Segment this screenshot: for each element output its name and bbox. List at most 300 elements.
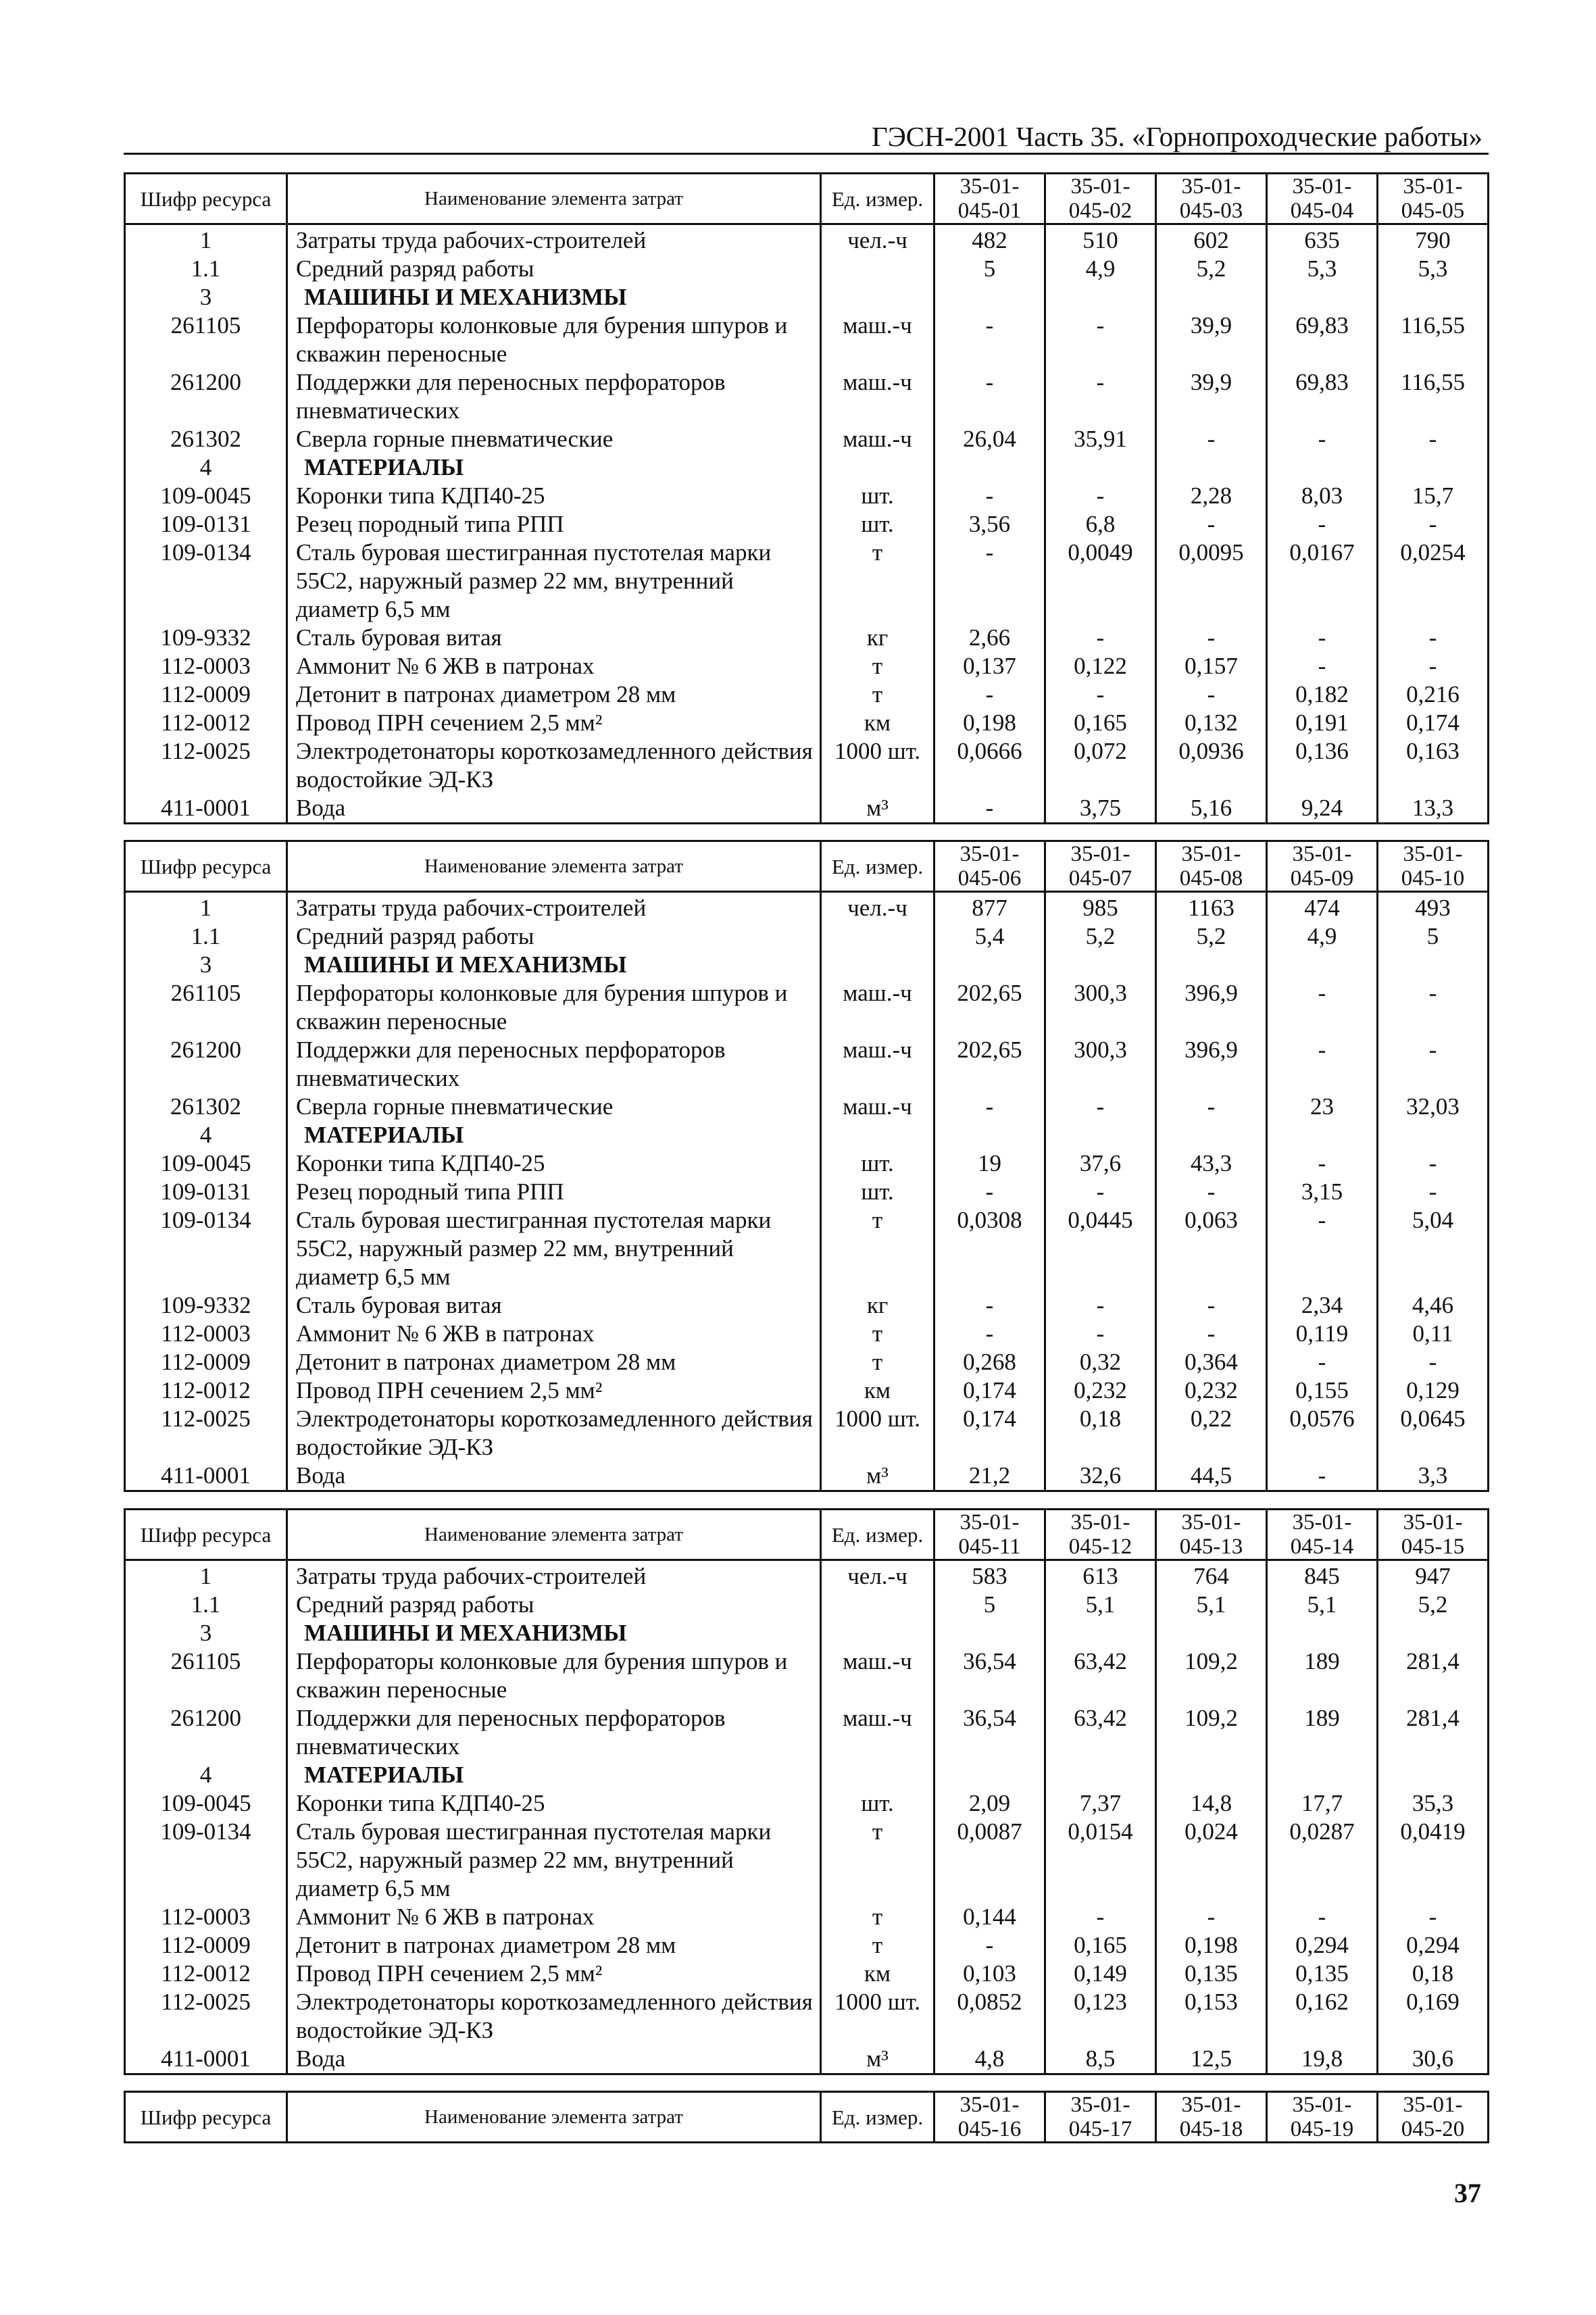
value-cell bbox=[934, 1121, 1045, 1149]
value-cell: 0,174 bbox=[934, 1405, 1045, 1462]
table-header-row bbox=[125, 1510, 1489, 1560]
value-cell: 39,9 bbox=[1156, 312, 1267, 368]
cost-element-name-cell: Средний разряд работы bbox=[287, 255, 821, 283]
value-cell bbox=[934, 1761, 1045, 1789]
value-cell: 0,0254 bbox=[1378, 539, 1489, 624]
value-cell: 36,54 bbox=[934, 1704, 1045, 1761]
value-cell bbox=[1156, 1761, 1267, 1789]
resource-code-cell: 1.1 bbox=[125, 255, 287, 283]
value-cell: 0,0645 bbox=[1378, 1405, 1489, 1462]
value-cell: 845 bbox=[1267, 1560, 1378, 1591]
value-cell: 0,198 bbox=[934, 709, 1045, 737]
unit-cell: 1000 шт. bbox=[821, 1405, 934, 1462]
value-cell: - bbox=[1267, 510, 1378, 539]
value-cell: 36,54 bbox=[934, 1647, 1045, 1704]
value-cell: 0,0852 bbox=[934, 1988, 1045, 2045]
header-norm-code bbox=[1045, 841, 1156, 892]
value-cell: 5 bbox=[934, 1591, 1045, 1619]
norm-code-line-1: 35-01- bbox=[1292, 842, 1352, 866]
cost-element-name-cell: МАШИНЫ И МЕХАНИЗМЫ bbox=[287, 283, 821, 312]
value-cell: 0,024 bbox=[1156, 1818, 1267, 1903]
norm-code-line-1: 35-01- bbox=[1403, 1510, 1463, 1535]
value-cell bbox=[1156, 1121, 1267, 1149]
cost-element-name-cell: Провод ПРН сечением 2,5 мм² bbox=[287, 1376, 821, 1405]
value-cell: 0,364 bbox=[1156, 1348, 1267, 1376]
value-cell: 493 bbox=[1378, 892, 1489, 923]
unit-cell bbox=[821, 283, 934, 312]
table-row bbox=[125, 539, 1489, 624]
value-cell: 5,2 bbox=[1378, 1591, 1489, 1619]
value-cell: 15,7 bbox=[1378, 482, 1489, 510]
norm-code-line-1: 35-01- bbox=[959, 1510, 1020, 1535]
resource-code-cell: 109-0045 bbox=[125, 1789, 287, 1818]
value-cell bbox=[1378, 1121, 1489, 1149]
table-row bbox=[125, 1560, 1489, 1591]
value-cell: 5,1 bbox=[1267, 1591, 1378, 1619]
value-cell: 0,18 bbox=[1045, 1405, 1156, 1462]
value-cell: - bbox=[1378, 1348, 1489, 1376]
header-resource-code: Шифр ресурса bbox=[125, 2092, 287, 2143]
value-cell: 0,155 bbox=[1267, 1376, 1378, 1405]
norm-code-line-2: 045-14 bbox=[1290, 1535, 1354, 1559]
table-row bbox=[125, 1960, 1489, 1988]
header-norm-code bbox=[1267, 841, 1378, 892]
value-cell: 5,3 bbox=[1267, 255, 1378, 283]
header-norm-code bbox=[1156, 2092, 1267, 2143]
resource-code-cell: 4 bbox=[125, 1121, 287, 1149]
value-cell: 877 bbox=[934, 892, 1045, 923]
value-cell: 613 bbox=[1045, 1560, 1156, 1591]
resource-table-1 bbox=[124, 172, 1489, 824]
value-cell: 510 bbox=[1045, 224, 1156, 255]
header-norm-code bbox=[934, 841, 1045, 892]
unit-cell bbox=[821, 1591, 934, 1619]
value-cell: - bbox=[1267, 1903, 1378, 1931]
value-cell: 0,294 bbox=[1267, 1931, 1378, 1960]
norm-code-line-1: 35-01- bbox=[1070, 174, 1130, 199]
value-cell: 5,16 bbox=[1156, 794, 1267, 824]
unit-cell: чел.-ч bbox=[821, 892, 934, 923]
value-cell: 281,4 bbox=[1378, 1647, 1489, 1704]
norm-code-line-1: 35-01- bbox=[959, 842, 1020, 866]
value-cell: - bbox=[1045, 1291, 1156, 1320]
table-row bbox=[125, 1462, 1489, 1491]
value-cell bbox=[1267, 951, 1378, 979]
value-cell: 2,09 bbox=[934, 1789, 1045, 1818]
norm-code-line-2: 045-11 bbox=[958, 1535, 1021, 1559]
resource-code-cell: 411-0001 bbox=[125, 1462, 287, 1491]
value-cell: 281,4 bbox=[1378, 1704, 1489, 1761]
value-cell: 947 bbox=[1378, 1560, 1489, 1591]
table-row bbox=[125, 1789, 1489, 1818]
unit-cell: шт. bbox=[821, 1178, 934, 1206]
value-cell: 0,153 bbox=[1156, 1988, 1267, 2045]
value-cell: 0,11 bbox=[1378, 1320, 1489, 1348]
resource-code-cell: 1 bbox=[125, 892, 287, 923]
value-cell: 0,165 bbox=[1045, 709, 1156, 737]
value-cell: 0,122 bbox=[1045, 652, 1156, 680]
value-cell: 14,8 bbox=[1156, 1789, 1267, 1818]
unit-cell: т bbox=[821, 1320, 934, 1348]
unit-cell: шт. bbox=[821, 1789, 934, 1818]
header-cost-element-name: Наименование элемента затрат bbox=[287, 2092, 821, 2143]
resource-code-cell: 1.1 bbox=[125, 1591, 287, 1619]
header-resource-code: Шифр ресурса bbox=[125, 841, 287, 892]
value-cell: - bbox=[1045, 482, 1156, 510]
cost-element-name-cell: МАТЕРИАЛЫ bbox=[287, 1121, 821, 1149]
value-cell: 44,5 bbox=[1156, 1462, 1267, 1491]
value-cell: 3,3 bbox=[1378, 1462, 1489, 1491]
value-cell: 21,2 bbox=[934, 1462, 1045, 1491]
value-cell: - bbox=[934, 680, 1045, 709]
value-cell: 0,119 bbox=[1267, 1320, 1378, 1348]
cost-element-name-cell: МАШИНЫ И МЕХАНИЗМЫ bbox=[287, 951, 821, 979]
header-unit: Ед. измер. bbox=[821, 1510, 934, 1560]
value-cell: 4,9 bbox=[1045, 255, 1156, 283]
cost-element-name-cell: Провод ПРН сечением 2,5 мм² bbox=[287, 1960, 821, 1988]
value-cell: 790 bbox=[1378, 224, 1489, 255]
norm-code-line-2: 045-06 bbox=[957, 866, 1022, 891]
table-row bbox=[125, 652, 1489, 680]
value-cell: 5,04 bbox=[1378, 1206, 1489, 1291]
value-cell: - bbox=[1045, 1093, 1156, 1121]
value-cell: - bbox=[1045, 1178, 1156, 1206]
value-cell: 189 bbox=[1267, 1704, 1378, 1761]
table-row bbox=[125, 680, 1489, 709]
value-cell: - bbox=[1378, 425, 1489, 453]
resource-code-cell: 261105 bbox=[125, 1647, 287, 1704]
value-cell: 17,7 bbox=[1267, 1789, 1378, 1818]
cost-element-name-cell: Электродетонаторы короткозамедленного действия водостойкие ЭД-КЗ bbox=[287, 1988, 821, 2045]
norm-code-line-2: 045-16 bbox=[957, 2117, 1022, 2141]
table-row bbox=[125, 1093, 1489, 1121]
table-row bbox=[125, 979, 1489, 1036]
norm-code-line-1: 35-01- bbox=[959, 2093, 1020, 2117]
resource-code-cell: 109-0131 bbox=[125, 510, 287, 539]
value-cell: 0,157 bbox=[1156, 652, 1267, 680]
value-cell: 189 bbox=[1267, 1647, 1378, 1704]
norm-code-line-2: 045-01 bbox=[957, 199, 1022, 223]
table-row bbox=[125, 1903, 1489, 1931]
value-cell: - bbox=[1267, 1036, 1378, 1093]
unit-cell: т bbox=[821, 1931, 934, 1960]
table-row bbox=[125, 737, 1489, 794]
cost-element-name-cell: МАШИНЫ И МЕХАНИЗМЫ bbox=[287, 1619, 821, 1647]
cost-element-name-cell: Сверла горные пневматические bbox=[287, 425, 821, 453]
value-cell: 0,163 bbox=[1378, 737, 1489, 794]
cost-element-name-cell: МАТЕРИАЛЫ bbox=[287, 1761, 821, 1789]
cost-element-name-cell: Коронки типа КДП40-25 bbox=[287, 1789, 821, 1818]
value-cell: 0,18 bbox=[1378, 1960, 1489, 1988]
cost-element-name-cell: Аммонит № 6 ЖВ в патронах bbox=[287, 1903, 821, 1931]
unit-cell: маш.-ч bbox=[821, 425, 934, 453]
value-cell bbox=[1156, 951, 1267, 979]
table-row bbox=[125, 1988, 1489, 2045]
cost-element-name-cell: Сталь буровая шестигранная пустотелая марки 55С2, наружный размер 22 мм, внутренний диаметр 6,5 мм bbox=[287, 1818, 821, 1903]
cost-element-name-cell: Затраты труда рабочих-строителей bbox=[287, 224, 821, 255]
resource-code-cell: 112-0012 bbox=[125, 1960, 287, 1988]
unit-cell: 1000 шт. bbox=[821, 1988, 934, 2045]
value-cell bbox=[1378, 951, 1489, 979]
table-row bbox=[125, 1036, 1489, 1093]
value-cell bbox=[1267, 453, 1378, 482]
resource-code-cell: 261200 bbox=[125, 1704, 287, 1761]
value-cell: 0,162 bbox=[1267, 1988, 1378, 2045]
unit-cell: м³ bbox=[821, 1462, 934, 1491]
value-cell: 35,3 bbox=[1378, 1789, 1489, 1818]
resource-table-4 bbox=[124, 2091, 1489, 2143]
unit-cell: км bbox=[821, 709, 934, 737]
unit-cell bbox=[821, 1121, 934, 1149]
header-norm-code bbox=[1378, 174, 1489, 224]
header-rule bbox=[124, 153, 1489, 155]
unit-cell: м³ bbox=[821, 794, 934, 824]
resource-code-cell: 112-0009 bbox=[125, 680, 287, 709]
value-cell: 0,0087 bbox=[934, 1818, 1045, 1903]
cost-element-name-cell: Сталь буровая шестигранная пустотелая марки 55С2, наружный размер 22 мм, внутренний диаметр 6,5 мм bbox=[287, 1206, 821, 1291]
cost-element-name-cell: Резец породный типа РПП bbox=[287, 510, 821, 539]
value-cell bbox=[934, 951, 1045, 979]
value-cell: 5,3 bbox=[1378, 255, 1489, 283]
norm-code-line-1: 35-01- bbox=[1181, 2093, 1241, 2117]
value-cell bbox=[1156, 453, 1267, 482]
norm-code-line-2: 045-08 bbox=[1179, 866, 1243, 891]
value-cell: 0,32 bbox=[1045, 1348, 1156, 1376]
value-cell: - bbox=[1156, 680, 1267, 709]
header-norm-code bbox=[1267, 174, 1378, 224]
table-row bbox=[125, 1149, 1489, 1178]
unit-cell: т bbox=[821, 1903, 934, 1931]
value-cell: 5,2 bbox=[1156, 255, 1267, 283]
value-cell bbox=[1045, 1761, 1156, 1789]
resource-code-cell: 4 bbox=[125, 453, 287, 482]
page-number: 37 bbox=[1454, 2178, 1481, 2208]
value-cell: 5,2 bbox=[1045, 922, 1156, 951]
cost-element-name-cell: Перфораторы колонковые для бурения шпуров и скважин переносные bbox=[287, 312, 821, 368]
value-cell: - bbox=[1378, 510, 1489, 539]
value-cell: 2,28 bbox=[1156, 482, 1267, 510]
value-cell: 202,65 bbox=[934, 1036, 1045, 1093]
value-cell: 116,55 bbox=[1378, 368, 1489, 425]
value-cell: 0,129 bbox=[1378, 1376, 1489, 1405]
resource-code-cell: 1 bbox=[125, 1560, 287, 1591]
value-cell: - bbox=[1378, 979, 1489, 1036]
cost-element-name-cell: Средний разряд работы bbox=[287, 922, 821, 951]
unit-cell: т bbox=[821, 1818, 934, 1903]
value-cell: 5 bbox=[934, 255, 1045, 283]
resource-code-cell: 112-0003 bbox=[125, 1320, 287, 1348]
value-cell: 0,149 bbox=[1045, 1960, 1156, 1988]
resource-code-cell: 261200 bbox=[125, 368, 287, 425]
table-header-row bbox=[125, 841, 1489, 892]
header-norm-code bbox=[1156, 1510, 1267, 1560]
value-cell: 8,5 bbox=[1045, 2045, 1156, 2074]
value-cell: 0,0936 bbox=[1156, 737, 1267, 794]
value-cell bbox=[1378, 1619, 1489, 1647]
norm-code-line-1: 35-01- bbox=[1403, 174, 1463, 199]
norm-code-line-1: 35-01- bbox=[1181, 174, 1241, 199]
unit-cell: маш.-ч bbox=[821, 979, 934, 1036]
unit-cell: т bbox=[821, 1348, 934, 1376]
value-cell: 63,42 bbox=[1045, 1704, 1156, 1761]
table-row bbox=[125, 510, 1489, 539]
value-cell: 0,182 bbox=[1267, 680, 1378, 709]
unit-cell: маш.-ч bbox=[821, 312, 934, 368]
value-cell: 0,072 bbox=[1045, 737, 1156, 794]
value-cell: - bbox=[1045, 680, 1156, 709]
unit-cell: шт. bbox=[821, 1149, 934, 1178]
value-cell: 6,8 bbox=[1045, 510, 1156, 539]
value-cell: - bbox=[934, 312, 1045, 368]
unit-cell bbox=[821, 453, 934, 482]
value-cell: 69,83 bbox=[1267, 312, 1378, 368]
unit-cell bbox=[821, 1761, 934, 1789]
value-cell: - bbox=[934, 482, 1045, 510]
value-cell: 3,56 bbox=[934, 510, 1045, 539]
header-resource-code: Шифр ресурса bbox=[125, 174, 287, 224]
cost-element-name-cell: Поддержки для переносных перфораторов пневматических bbox=[287, 1036, 821, 1093]
header-norm-code bbox=[1045, 174, 1156, 224]
norm-code-line-2: 045-09 bbox=[1290, 866, 1354, 891]
value-cell: 0,063 bbox=[1156, 1206, 1267, 1291]
table-row bbox=[125, 1647, 1489, 1704]
resource-code-cell: 109-0131 bbox=[125, 1178, 287, 1206]
value-cell: 19,8 bbox=[1267, 2045, 1378, 2074]
value-cell: - bbox=[1267, 425, 1378, 453]
value-cell: - bbox=[1156, 624, 1267, 652]
table-row bbox=[125, 1376, 1489, 1405]
unit-cell: кг bbox=[821, 1291, 934, 1320]
resource-code-cell: 112-0003 bbox=[125, 652, 287, 680]
norm-code-line-2: 045-18 bbox=[1179, 2117, 1243, 2141]
value-cell: - bbox=[1378, 624, 1489, 652]
norm-code-line-2: 045-17 bbox=[1068, 2117, 1132, 2141]
value-cell: 0,137 bbox=[934, 652, 1045, 680]
value-cell: 300,3 bbox=[1045, 979, 1156, 1036]
value-cell: 0,294 bbox=[1378, 1931, 1489, 1960]
resource-code-cell: 3 bbox=[125, 283, 287, 312]
header-norm-code bbox=[1378, 1510, 1489, 1560]
value-cell: 2,34 bbox=[1267, 1291, 1378, 1320]
value-cell: 482 bbox=[934, 224, 1045, 255]
unit-cell: т bbox=[821, 539, 934, 624]
cost-element-name-cell: Вода bbox=[287, 1462, 821, 1491]
unit-cell: чел.-ч bbox=[821, 224, 934, 255]
resource-code-cell: 112-0012 bbox=[125, 1376, 287, 1405]
resource-code-cell: 1.1 bbox=[125, 922, 287, 951]
resource-code-cell: 1 bbox=[125, 224, 287, 255]
unit-cell: км bbox=[821, 1960, 934, 1988]
value-cell: - bbox=[1156, 1320, 1267, 1348]
value-cell bbox=[1378, 453, 1489, 482]
page-header: ГЭСН-2001 Часть 35. «Горнопроходческие работы» bbox=[872, 121, 1482, 152]
cost-element-name-cell: Детонит в патронах диаметром 28 мм bbox=[287, 1931, 821, 1960]
value-cell: 109,2 bbox=[1156, 1704, 1267, 1761]
section-row bbox=[125, 951, 1489, 979]
value-cell: 3,75 bbox=[1045, 794, 1156, 824]
value-cell: 109,2 bbox=[1156, 1647, 1267, 1704]
resource-code-cell: 112-0025 bbox=[125, 1988, 287, 2045]
table-row bbox=[125, 312, 1489, 368]
value-cell: 35,91 bbox=[1045, 425, 1156, 453]
value-cell: 0,232 bbox=[1156, 1376, 1267, 1405]
table-row bbox=[125, 368, 1489, 425]
norm-code-line-1: 35-01- bbox=[1070, 1510, 1130, 1535]
value-cell: 8,03 bbox=[1267, 482, 1378, 510]
table-row bbox=[125, 425, 1489, 453]
cost-element-name-cell: МАТЕРИАЛЫ bbox=[287, 453, 821, 482]
value-cell: 474 bbox=[1267, 892, 1378, 923]
value-cell: 0,0576 bbox=[1267, 1405, 1378, 1462]
cost-element-name-cell: Поддержки для переносных перфораторов пневматических bbox=[287, 1704, 821, 1761]
value-cell: 3,15 bbox=[1267, 1178, 1378, 1206]
header-norm-code bbox=[1378, 2092, 1489, 2143]
resource-code-cell: 109-0045 bbox=[125, 482, 287, 510]
header-cost-element-name: Наименование элемента затрат bbox=[287, 1510, 821, 1560]
header-norm-code bbox=[1267, 1510, 1378, 1560]
value-cell: - bbox=[1045, 1903, 1156, 1931]
value-cell bbox=[1156, 1619, 1267, 1647]
value-cell: 39,9 bbox=[1156, 368, 1267, 425]
value-cell: - bbox=[934, 1320, 1045, 1348]
resource-code-cell: 109-0045 bbox=[125, 1149, 287, 1178]
value-cell: 0,123 bbox=[1045, 1988, 1156, 2045]
unit-cell: т bbox=[821, 1206, 934, 1291]
resource-code-cell: 112-0009 bbox=[125, 1931, 287, 1960]
value-cell bbox=[1045, 453, 1156, 482]
table-row bbox=[125, 1405, 1489, 1462]
value-cell: 0,174 bbox=[1378, 709, 1489, 737]
value-cell: 0,103 bbox=[934, 1960, 1045, 1988]
norm-code-line-1: 35-01- bbox=[1403, 842, 1463, 866]
unit-cell bbox=[821, 1619, 934, 1647]
value-cell: 0,135 bbox=[1156, 1960, 1267, 1988]
unit-cell: шт. bbox=[821, 482, 934, 510]
norm-code-line-2: 045-10 bbox=[1401, 866, 1465, 891]
value-cell: - bbox=[1267, 1206, 1378, 1291]
header-norm-code bbox=[1267, 2092, 1378, 2143]
resource-code-cell: 3 bbox=[125, 951, 287, 979]
cost-element-name-cell: Перфораторы колонковые для бурения шпуров и скважин переносные bbox=[287, 1647, 821, 1704]
resource-code-cell: 261200 bbox=[125, 1036, 287, 1093]
table-row bbox=[125, 709, 1489, 737]
value-cell: - bbox=[934, 1178, 1045, 1206]
value-cell: - bbox=[934, 1931, 1045, 1960]
table-row bbox=[125, 1931, 1489, 1960]
value-cell bbox=[934, 283, 1045, 312]
cost-element-name-cell: Сталь буровая витая bbox=[287, 1291, 821, 1320]
value-cell: - bbox=[1045, 624, 1156, 652]
norm-code-line-1: 35-01- bbox=[1181, 1510, 1241, 1535]
value-cell: 5,1 bbox=[1045, 1591, 1156, 1619]
cost-element-name-cell: Поддержки для переносных перфораторов пневматических bbox=[287, 368, 821, 425]
value-cell: - bbox=[1378, 1903, 1489, 1931]
value-cell: 116,55 bbox=[1378, 312, 1489, 368]
value-cell: - bbox=[1045, 312, 1156, 368]
cost-element-name-cell: Резец породный типа РПП bbox=[287, 1178, 821, 1206]
cost-element-name-cell: Коронки типа КДП40-25 bbox=[287, 482, 821, 510]
resource-code-cell: 411-0001 bbox=[125, 794, 287, 824]
value-cell bbox=[1156, 283, 1267, 312]
value-cell: 43,3 bbox=[1156, 1149, 1267, 1178]
unit-cell bbox=[821, 951, 934, 979]
value-cell: - bbox=[1378, 652, 1489, 680]
unit-cell: км bbox=[821, 1376, 934, 1405]
value-cell bbox=[934, 1619, 1045, 1647]
unit-cell: т bbox=[821, 680, 934, 709]
unit-cell bbox=[821, 922, 934, 951]
value-cell: 0,132 bbox=[1156, 709, 1267, 737]
